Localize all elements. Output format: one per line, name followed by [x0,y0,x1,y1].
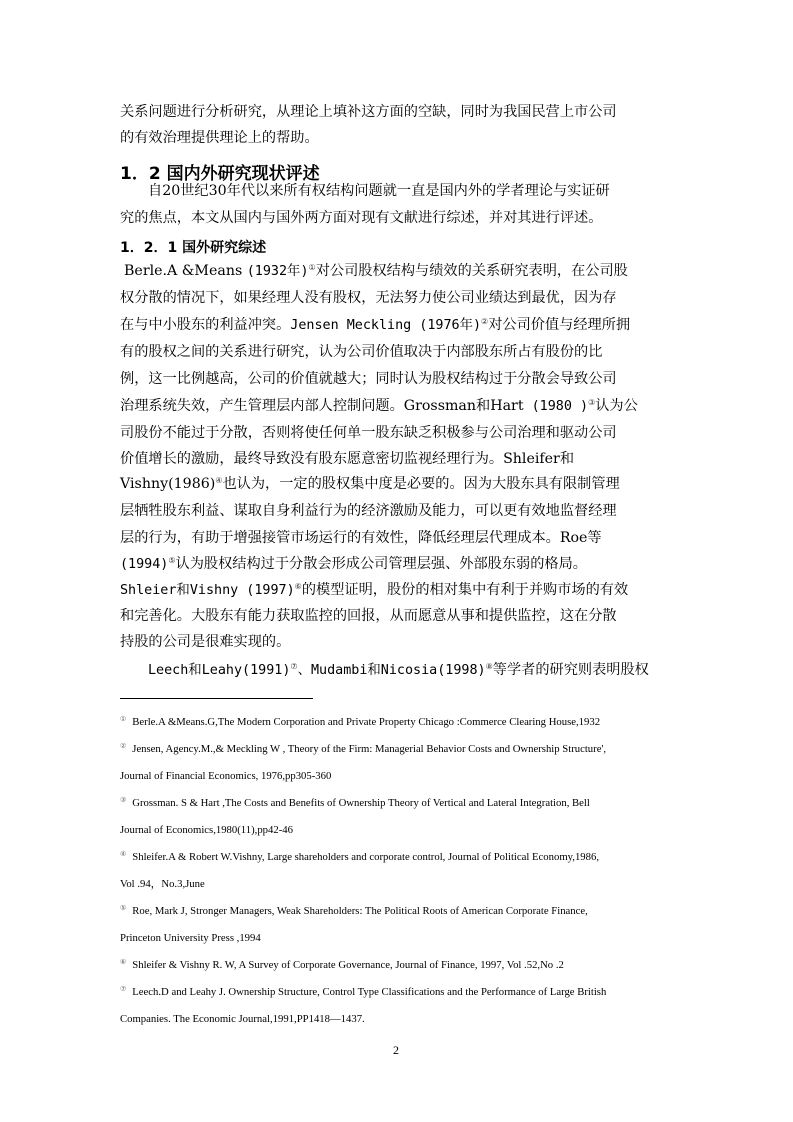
citation-text: 、Mudambi和Nicosia(1998) [297,663,486,678]
footnote-text: Grossman. S & Hart ,The Costs and Benefits of Ownership Theory of Vertical and Lateral Integration, Bell [132,797,590,809]
footnote-ref[interactable]: ④ [215,476,223,485]
body-line [120,317,630,334]
footnote [120,797,590,810]
footnote-continuation: Journal of Economics,1980(11),pp42-46 [120,824,293,836]
footnote-mark: ⑤ [120,904,127,912]
body-line: 的有效治理提供理论上的帮助。 [120,130,319,146]
body-text: 等学者的研究则表明股权 [492,662,649,678]
footnote-continuation: Vol .94，No.3,June [120,878,205,890]
footnote [120,716,600,729]
body-line [120,556,587,573]
subsection-heading: 1．2．1 国外研究综述 [120,240,267,256]
footnote-text: Leech.D and Leahy J. Ownership Structure, Control Type Classifications and the Performance of Large British [132,986,607,998]
footnote [120,743,606,756]
footnote-continuation: Journal of Financial Economics, 1976,pp305-360 [120,770,332,782]
body-line: 有的股权之间的关系进行研究，认为公司价值取决于内部股东所占有股份的比 [120,344,603,360]
footnote-mark: ⑦ [120,985,127,993]
body-text: 对公司价值与经理所拥 [488,317,631,333]
footnote-mark: ④ [120,850,127,858]
footnote-ref[interactable]: ② [481,317,489,326]
footnote-text: Shleifer.A & Robert W.Vishny, Large shareholders and corporate control, Journal of Political Economy,1986, [132,851,600,863]
footnote-text: Shleifer & Vishny R. W, A Survey of Corporate Governance, Journal of Finance, 1997, Vol .52,No .2 [132,959,564,971]
body-text: 对公司股权结构与绩效的关系研究表明，在公司股 [315,263,628,279]
footnote-text: Roe, Mark J, Stronger Managers, Weak Shareholders: The Political Roots of American Corporate Finance, [132,905,588,917]
body-line: 层的行为，有助于增强接管市场运行的有效性，降低经理层代理成本。Roe等 [120,530,602,546]
footnote-mark: ② [120,742,127,750]
body-line: 和完善化。大股东有能力获取监控的回报，从而愿意从事和提供监控，这在分散 [120,608,617,624]
footnote-continuation: Companies. The Economic Journal,1991,PP1418—1437. [120,1013,365,1025]
page-number: 2 [393,1043,399,1057]
footnote [120,905,588,918]
footnote-ref[interactable]: ⑧ [485,662,493,671]
footnote-text: Jensen, Agency.M.,& Meckling W , Theory of the Firm: Managerial Behavior Costs and Ownership Structure', [132,743,607,755]
body-line: 权分散的情况下，如果经理人没有股权，无法努力使公司业绩达到最优，因为存 [120,290,617,306]
footnote-ref[interactable]: ③ [588,398,596,407]
footnote-ref[interactable]: ⑤ [168,556,176,565]
body-line [124,263,628,280]
footnote-ref[interactable]: ⑦ [290,662,298,671]
section-heading: 1．2 国内外研究现状评述 [120,164,320,184]
citation-text: Berle.A &Means [124,263,243,279]
body-line [120,582,628,599]
citation-year: (1932年) [246,264,309,279]
footnote-ref[interactable]: ⑥ [294,582,302,591]
body-line: 价值增长的激励，最终导致没有股东愿意密切监视经理行为。Shleifer和 [120,451,575,467]
body-line: 关系问题进行分析研究，从理论上填补这方面的空缺，同时为我国民营上市公司 [120,104,617,120]
body-line: 层牺牲股东利益、谋取自身利益行为的经济激励及能力，可以更有效地监督经理 [120,503,617,519]
citation-text: Shleier和Vishny (1997) [120,583,295,598]
citation-year: (1994) [120,557,169,572]
body-text: 认为公 [595,398,638,414]
footnote [120,959,564,972]
body-line: 究的焦点，本文从国内与国外两方面对现有文献进行综述，并对其进行评述。 [120,210,603,226]
footnote [120,851,599,864]
body-line [148,662,649,679]
citation-year: (1980 ) [523,399,589,414]
body-text: 认为股权结构过于分散会形成公司管理层强、外部股东弱的格局。 [175,556,587,572]
body-line [120,476,620,492]
citation-text: Leech和Leahy(1991) [148,663,291,678]
footnote-continuation: Princeton University Press ,1994 [120,932,261,944]
body-line: 司股份不能过于分散，否则将使任何单一股东缺乏积极参与公司治理和驱动公司 [120,425,617,441]
body-line: 自20世纪30年代以来所有权结构问题就一直是国内外的学者理论与实证研 [148,183,610,199]
body-line: 持股的公司是很难实现的。 [120,634,291,650]
body-line: 例，这一比例越高，公司的价值就越大；同时认为股权结构过于分散会导致公司 [120,371,617,387]
body-text: 治理系统失效，产生管理层内部人控制问题。Grossman和Hart [120,398,524,414]
body-text: 也认为，一定的股权集中度是必要的。因为大股东具有限制管理 [222,476,620,492]
footnote-mark: ① [120,715,127,723]
footnote-separator [120,698,313,699]
footnote [120,986,606,999]
citation-text: Jensen Meckling (1976年) [290,318,482,333]
body-text: 在与中小股东的利益冲突。 [120,317,291,333]
footnote-text: Berle.A &Means.G,The Modern Corporation and Private Property Chicago :Commerce Clearing House,1932 [132,716,601,728]
footnote-mark: ③ [120,796,127,804]
body-text: 的模型证明，股份的相对集中有利于并购市场的有效 [301,582,629,598]
footnote-ref[interactable]: ① [308,263,316,272]
footnote-mark: ⑥ [120,958,127,966]
body-line [120,398,638,415]
citation-text: Vishny(1986) [120,476,216,492]
